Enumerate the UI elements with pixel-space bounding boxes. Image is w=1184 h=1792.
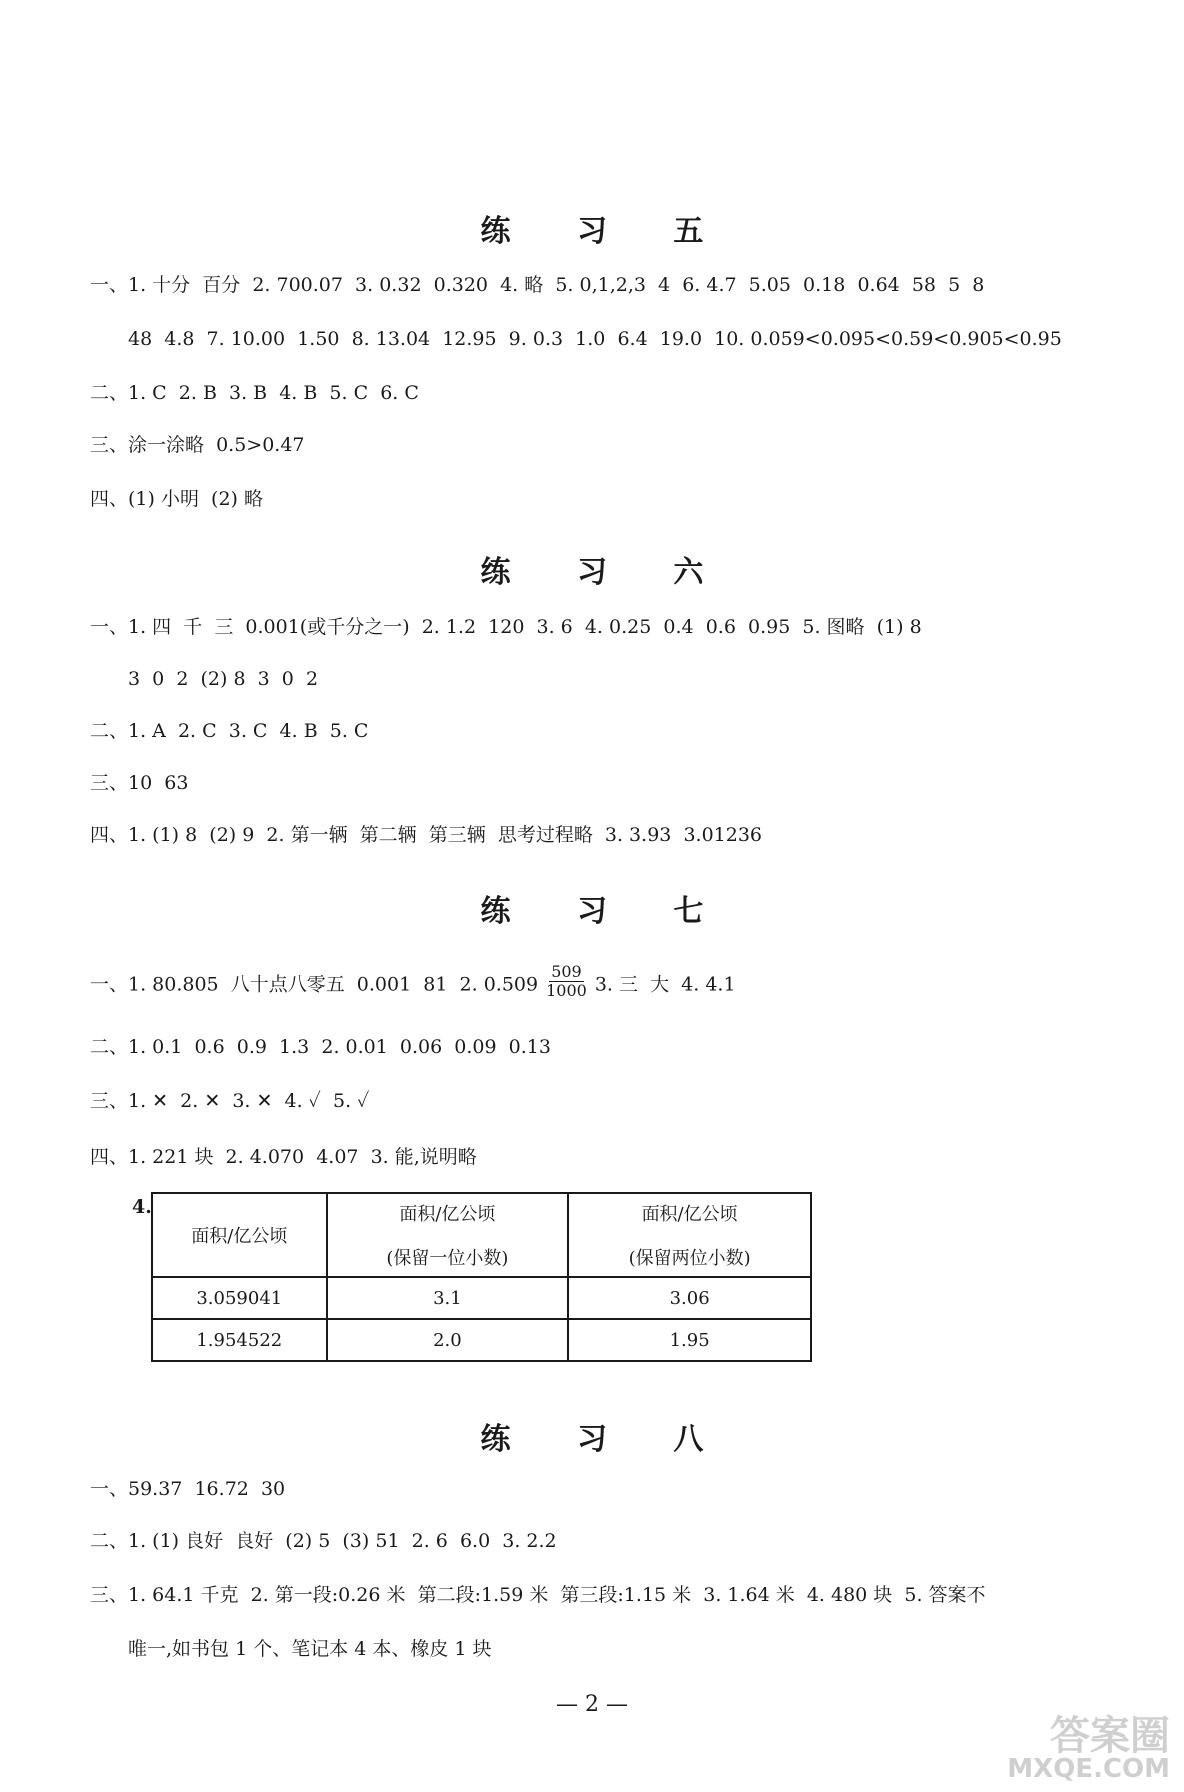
s5-line-3: 二、1. C 2. B 3. B 4. B 5. C 6. C bbox=[90, 382, 419, 404]
s6-line-3: 二、1. A 2. C 3. C 4. B 5. C bbox=[90, 720, 369, 742]
s8-line-2: 二、1. (1) 良好 良好 (2) 5 (3) 51 2. 6 6.0 3. 2.2 bbox=[90, 1530, 557, 1552]
s8-line-4: 唯一,如书包 1 个、笔记本 4 本、橡皮 1 块 bbox=[128, 1638, 492, 1660]
s5-line-1: 一、1. 十分 百分 2. 700.07 3. 0.32 0.320 4. 略 5. 0,1,2,3 4 6. 4.7 5.05 0.18 0.64 58 5 8 bbox=[90, 274, 985, 296]
header-line: (保留一位小数) bbox=[386, 1248, 509, 1269]
table-cell: 1.954522 bbox=[152, 1319, 327, 1361]
s8-line-1: 一、59.37 16.72 30 bbox=[90, 1478, 286, 1500]
page-number: — 2 — bbox=[556, 1692, 628, 1717]
s5-line-2: 48 4.8 7. 10.00 1.50 8. 13.04 12.95 9. 0.3 1.0 6.4 19.0 10. 0.059<0.095<0.59<0.905<0.95 bbox=[128, 328, 1062, 350]
table-cell: 1.95 bbox=[568, 1319, 811, 1361]
table-header-cell bbox=[327, 1193, 569, 1277]
table-header-row bbox=[152, 1193, 811, 1277]
table-header-cell: 面积/亿公顷 bbox=[152, 1193, 327, 1277]
table-cell: 3.059041 bbox=[152, 1277, 327, 1319]
section-title-8: 练 习 八 bbox=[480, 1422, 732, 1457]
s6-line-1: 一、1. 四 千 三 0.001(或千分之一) 2. 1.2 120 3. 6 4. 0.25 0.4 0.6 0.95 5. 图略 (1) 8 bbox=[90, 616, 922, 638]
area-table bbox=[151, 1192, 812, 1362]
s7-line-1b: 3. 三 大 4. 4.1 bbox=[594, 973, 736, 996]
table-row bbox=[152, 1319, 811, 1361]
table-cell: 3.06 bbox=[568, 1277, 811, 1319]
table-cell: 3.1 bbox=[327, 1277, 569, 1319]
fraction-numerator: 509 bbox=[551, 962, 582, 981]
s7-line-4: 四、1. 221 块 2. 4.070 4.07 3. 能,说明略 bbox=[90, 1146, 477, 1168]
header-line: 面积/亿公顷 bbox=[641, 1204, 738, 1225]
header-line: (保留两位小数) bbox=[628, 1248, 751, 1269]
table-cell: 2.0 bbox=[327, 1319, 569, 1361]
s5-line-4: 三、涂一涂略 0.5>0.47 bbox=[90, 434, 305, 456]
watermark-text: 答案圈 bbox=[1050, 1713, 1170, 1759]
s5-line-5: 四、(1) 小明 (2) 略 bbox=[90, 488, 263, 510]
s7-line-1 bbox=[90, 962, 736, 1003]
table-row bbox=[152, 1277, 811, 1319]
watermark-url: MXQE.COM bbox=[1007, 1754, 1170, 1784]
fraction-denominator: 1000 bbox=[546, 981, 587, 1000]
s8-line-3: 三、1. 64.1 千克 2. 第一段:0.26 米 第二段:1.59 米 第三段:1.15 米 3. 1.64 米 4. 480 块 5. 答案不 bbox=[90, 1584, 986, 1606]
s7-line-3: 三、1. ✕ 2. ✕ 3. ✕ 4. ✓ 5. ✓ bbox=[90, 1090, 370, 1112]
watermark-logo bbox=[1007, 1713, 1170, 1784]
s6-line-2: 3 0 2 (2) 8 3 0 2 bbox=[128, 668, 319, 690]
section-title-5: 练 习 五 bbox=[480, 214, 732, 249]
header-line: 面积/亿公顷 bbox=[399, 1204, 496, 1225]
fraction bbox=[546, 964, 587, 999]
s7-line-1a: 一、1. 80.805 八十点八零五 0.001 81 2. 0.509 bbox=[90, 973, 539, 996]
table-header-cell bbox=[568, 1193, 811, 1277]
s6-line-5: 四、1. (1) 8 (2) 9 2. 第一辆 第二辆 第三辆 思考过程略 3. 3.93 3.01236 bbox=[90, 824, 763, 846]
s7-line-2: 二、1. 0.1 0.6 0.9 1.3 2. 0.01 0.06 0.09 0.13 bbox=[90, 1036, 551, 1058]
section-title-6: 练 习 六 bbox=[480, 555, 732, 590]
section-title-7: 练 习 七 bbox=[480, 894, 732, 929]
s6-line-4: 三、10 63 bbox=[90, 772, 189, 794]
table-label: 4. bbox=[132, 1196, 152, 1218]
